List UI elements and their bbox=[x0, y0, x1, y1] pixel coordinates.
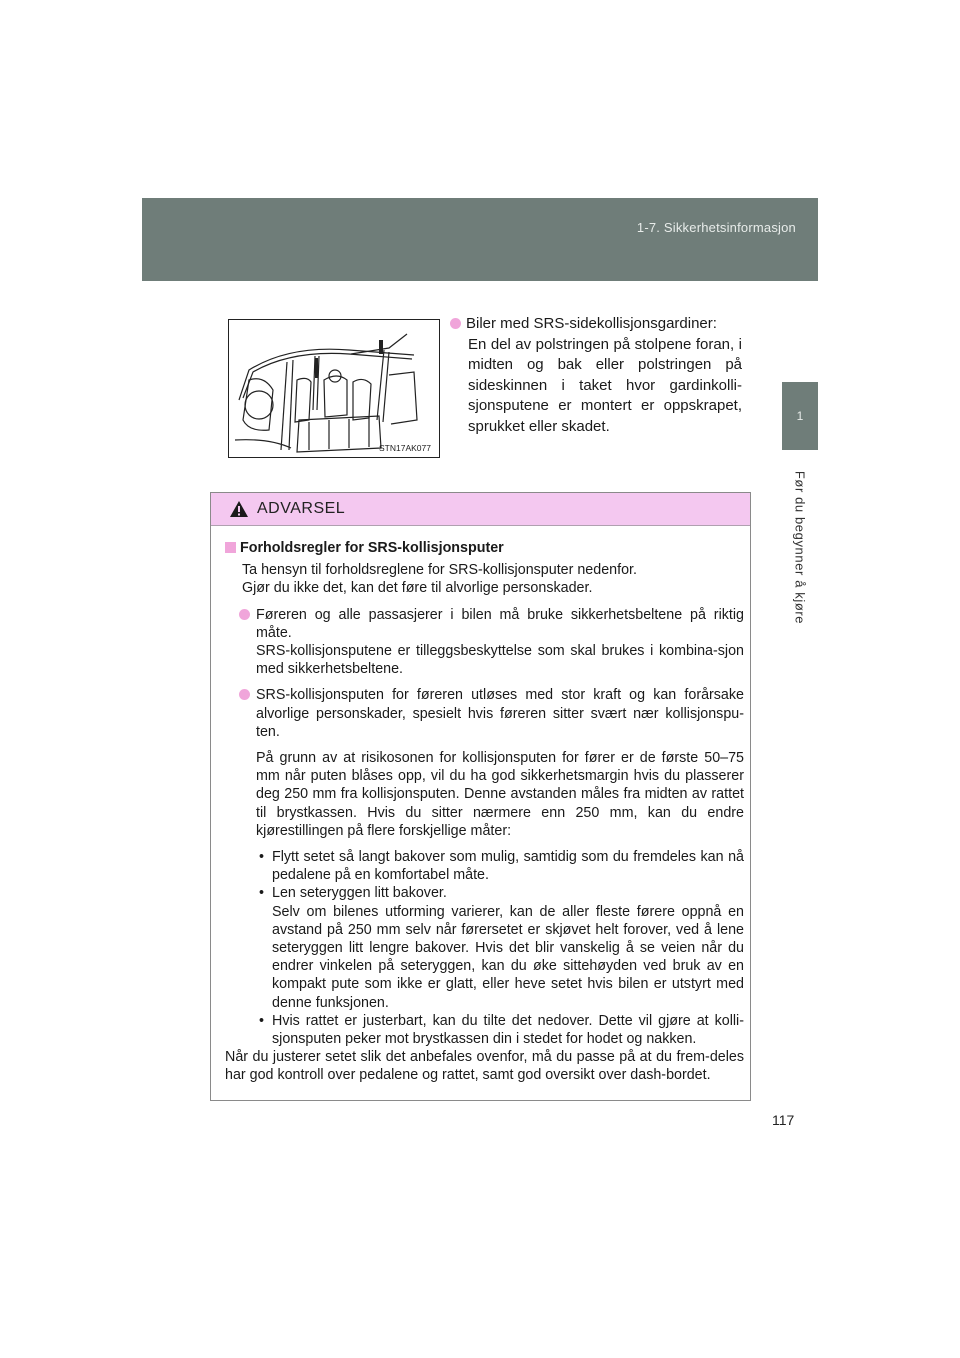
item-text: SRS-kollisjonsputene er tilleggsbeskyttelse som skal brukes i kombina-sjon med sikkerhetsbeltene. bbox=[256, 643, 744, 678]
car-interior-illustration bbox=[229, 320, 439, 457]
figure-code: STN17AK077 bbox=[379, 443, 431, 453]
warning-subheading: Forholdsregler for SRS-kollisjonsputer bbox=[225, 539, 744, 557]
chapter-tab-number: 1 bbox=[796, 409, 804, 423]
warning-item-driver-airbag bbox=[225, 686, 744, 741]
intro-bullet-item bbox=[450, 314, 742, 437]
warning-box bbox=[210, 492, 751, 1101]
list-item bbox=[259, 884, 744, 1011]
chapter-tab bbox=[782, 382, 818, 450]
section-title: 1-7. Sikkerhetsinformasjon bbox=[636, 220, 796, 235]
warning-header bbox=[211, 493, 750, 526]
bullet-dot-icon bbox=[239, 609, 250, 620]
bullet-dot-icon bbox=[450, 318, 461, 329]
warning-closing: Når du justerer setet slik det anbefales ovenfor, må du passe på at du frem-deles har god kontroll over pedalene og rattet, samt god oversikt over dash-bordet. bbox=[225, 1049, 744, 1084]
list-item-extra: Selv om bilenes utforming varierer, kan de aller fleste førere oppnå en avstand på 250 mm selv når førersetet er skjøvet helt forover, ved å lene seteryggen litt lengre bakover. Hvis det blir vanskelig å se veien når du endrer vinkelen på seteryggen, kan du øke sittehøyden ved bruk av en kompakt pute som ikke er glatt, eller heve setet hvis bilen er utstyrt med denne funksjonen. bbox=[272, 903, 744, 1011]
square-bullet-icon bbox=[225, 542, 236, 553]
warning-intro-line: Ta hensyn til forholdsreglene for SRS-kollisjonsputer nedenfor. bbox=[242, 562, 637, 579]
warning-body bbox=[211, 526, 750, 1085]
warning-item-seatbelts bbox=[225, 606, 744, 679]
chapter-title-vertical: Før du begynner å kjøre bbox=[792, 470, 808, 625]
intro-first-line: Biler med SRS-sidekollisjonsgardiner: bbox=[450, 314, 742, 335]
intro-continuation: En del av polstringen på stolpene foran, i midten og bak eller polstringen på sideskinnen i taket hvor gardinkolli-sjonsputene er montert er oppskrapet, sprukket eller skadet. bbox=[468, 335, 742, 435]
figure-car-interior bbox=[228, 319, 440, 458]
list-item-text: Hvis rattet er justerbart, kan du tilte det nedover. Dette vil gjøre at kolli-sjonsputen peker mot brystkassen din i stedet for hodet og nakken. bbox=[272, 1012, 744, 1048]
list-bullet: • bbox=[259, 1012, 265, 1029]
list-item bbox=[259, 1012, 744, 1048]
warning-title: ADVARSEL bbox=[257, 500, 346, 517]
bullet-dot-icon bbox=[239, 689, 250, 700]
list-bullet: • bbox=[259, 885, 265, 902]
list-item-text: Len seteryggen litt bakover. bbox=[272, 885, 447, 902]
warning-item-risk-zone: På grunn av at risikosonen for kollisjonsputen for fører er de første 50–75 mm når puten blåses opp, vil du ha god sikkerhetsmargin hvis du plasserer deg 250 mm fra kollisjonsputen. Denne avstanden måles fra midten av rattet til brystkassen. Hvis du sitter nærmere enn 250 mm, kan du endre kjørestillingen på flere forskjellige måter: bbox=[256, 750, 744, 839]
list-bullet: • bbox=[259, 849, 265, 866]
header-band bbox=[142, 198, 818, 281]
list-item-text: Flytt setet så langt bakover som mulig, samtidig som du fremdeles kan nå pedalene på en komfortabel måte. bbox=[272, 849, 744, 884]
page-number: 117 bbox=[772, 1112, 795, 1128]
list-item bbox=[259, 848, 744, 884]
warning-intro-line: Gjør du ikke det, kan det føre til alvorlige personskader. bbox=[242, 580, 593, 597]
item-text: Føreren og alle passasjerer i bilen må bruke sikkerhetsbeltene på riktig måte. bbox=[256, 606, 744, 641]
warning-triangle-icon bbox=[229, 500, 249, 518]
item-text: SRS-kollisjonsputen for føreren utløses med stor kraft og kan forårsake alvorlige personskader, spesielt hvis føreren sitter svært nær kollisjonspu-ten. bbox=[256, 687, 744, 740]
warning-intro bbox=[225, 561, 744, 597]
adjustment-list bbox=[225, 848, 744, 1048]
